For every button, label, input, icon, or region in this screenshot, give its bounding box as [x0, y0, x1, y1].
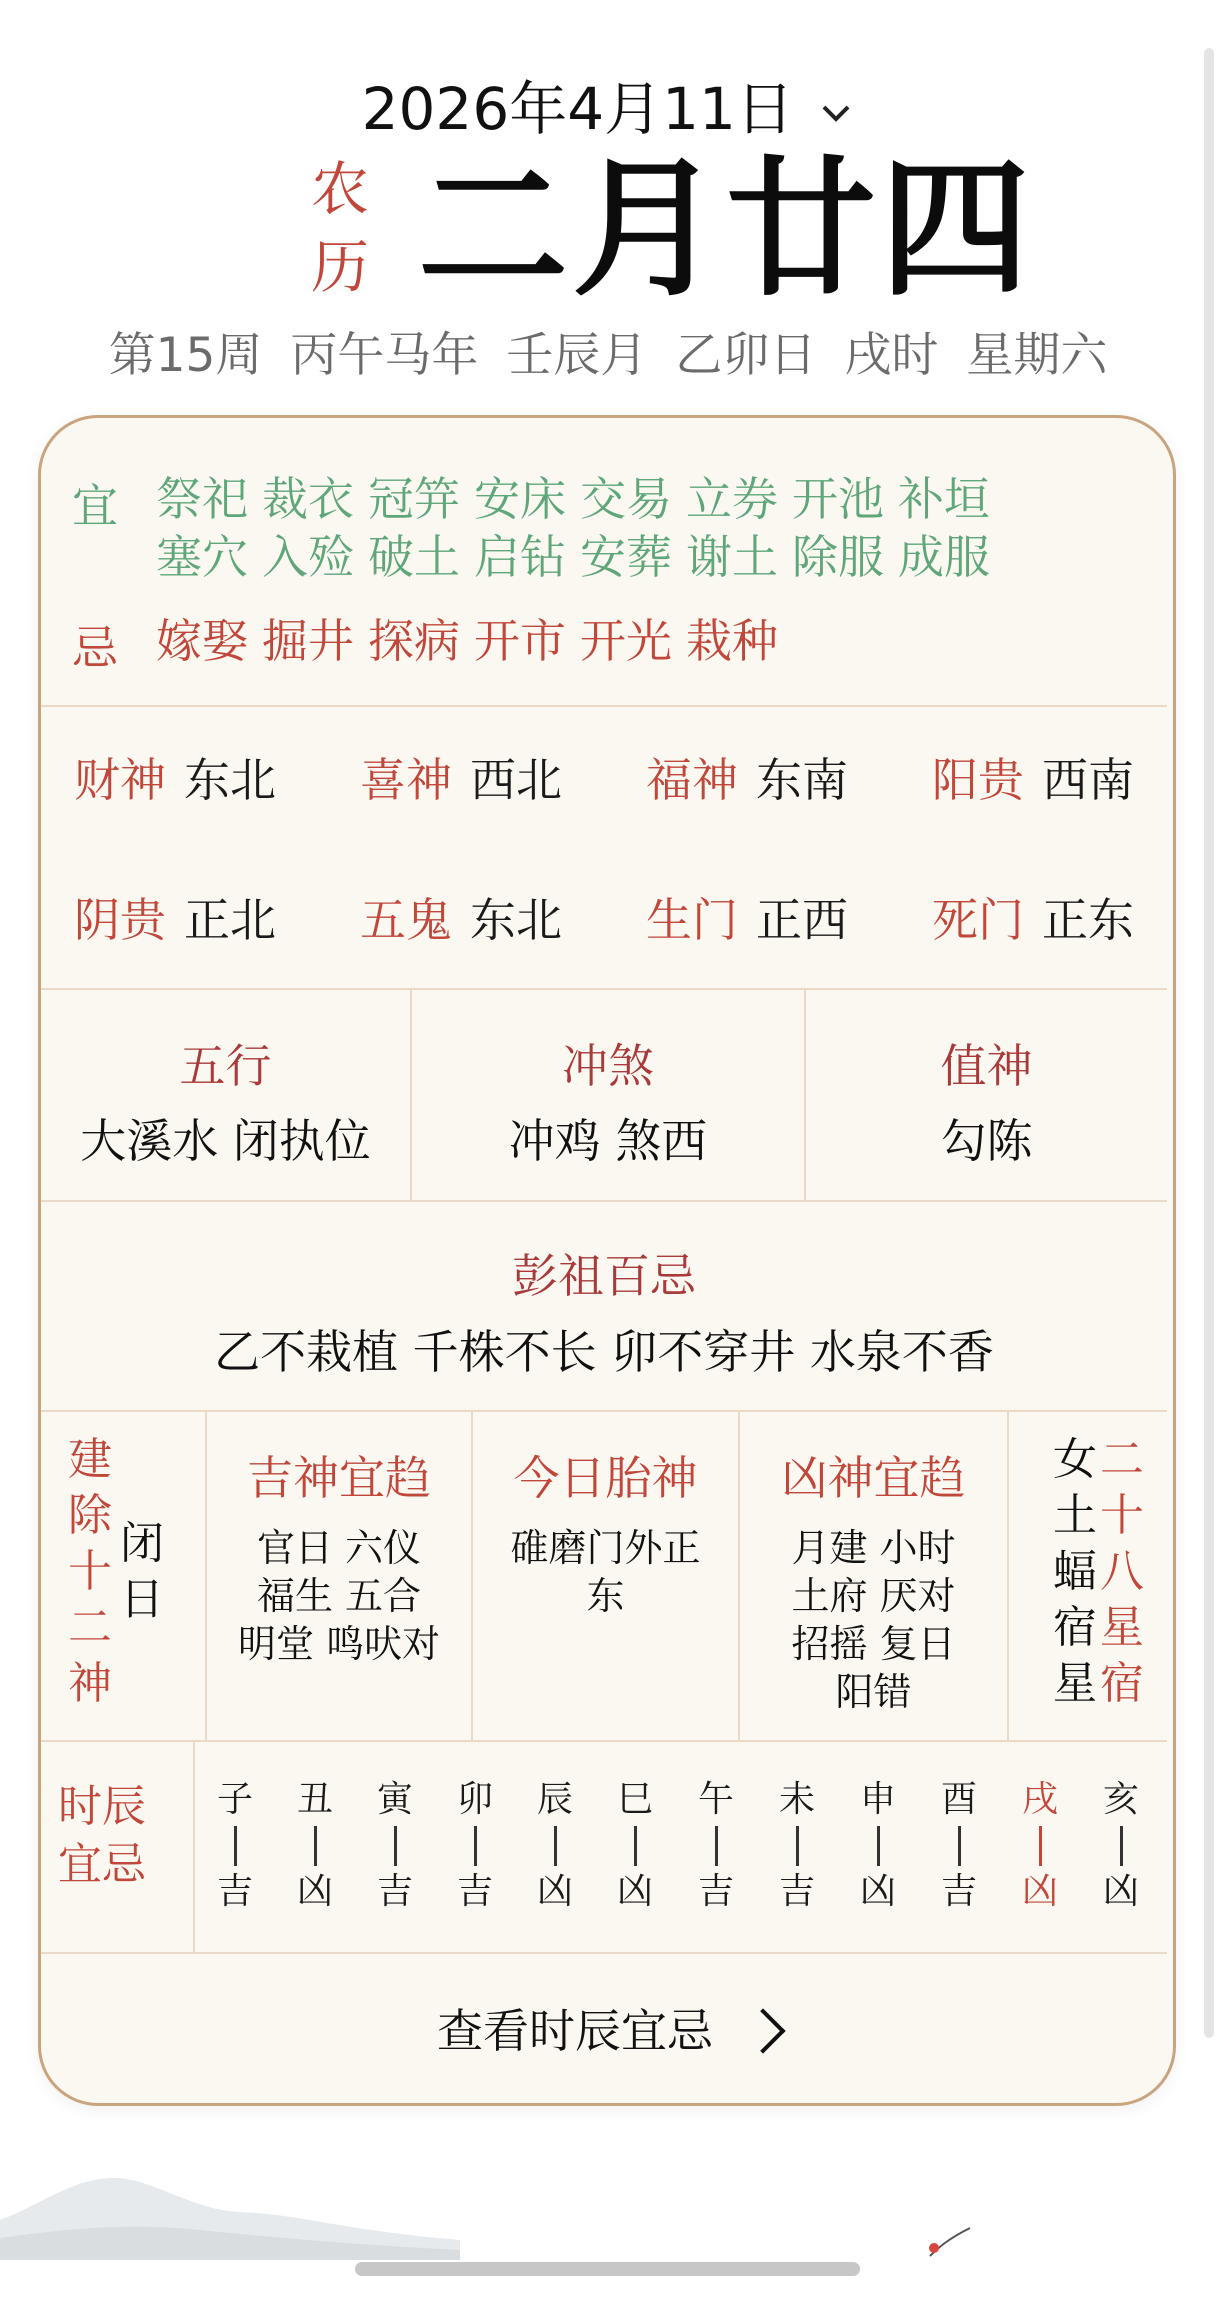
yi-item: 裁衣	[262, 472, 354, 526]
view-hours-label: 查看时辰宜忌	[437, 2004, 713, 2058]
xiu-value-char: 宿	[1053, 1602, 1097, 1653]
date-picker[interactable]	[0, 62, 1216, 146]
hour-connector	[634, 1826, 637, 1866]
chongsha-title: 冲煞	[562, 1039, 654, 1093]
jishen-line: 福生 五合	[256, 1574, 422, 1618]
jianchu-label-char: 建	[68, 1434, 112, 1485]
direction-wugui	[360, 890, 562, 950]
jianchu-label-char: 神	[68, 1658, 112, 1709]
divider	[41, 1740, 1167, 1742]
direction-value: 正东	[1042, 893, 1134, 947]
xiu-value-char: 女	[1053, 1434, 1097, 1485]
divider	[41, 705, 1167, 707]
wuxing-title: 五行	[179, 1039, 272, 1093]
hour-item[interactable]	[848, 1778, 908, 1914]
direction-key: 五鬼	[360, 893, 452, 947]
hour-luck: 吉	[456, 1871, 493, 1912]
jishen-line: 官日 六仪	[256, 1526, 422, 1570]
direction-simen	[932, 890, 1134, 950]
direction-key: 死门	[932, 893, 1024, 947]
day-ganzhi: 乙卯日	[675, 328, 817, 383]
xiongshen-list	[740, 1524, 1007, 1716]
hour-luck: 凶	[859, 1871, 896, 1912]
hour-branch: 寅	[376, 1779, 413, 1820]
direction-shengmen	[646, 890, 848, 950]
divider	[41, 1200, 1167, 1202]
ji-item: 开市	[474, 614, 566, 668]
hour-item[interactable]	[767, 1778, 827, 1914]
ji-item: 栽种	[686, 614, 778, 668]
zhishen-value: 勾陈	[940, 1114, 1033, 1168]
lunar-tag-char: 农	[310, 155, 369, 223]
direction-fushen	[646, 750, 848, 810]
yi-item: 启钻	[474, 530, 566, 584]
lunar-date: 二月廿四	[418, 143, 1035, 317]
hour-branch: 酉	[940, 1779, 977, 1820]
hour-item-current[interactable]	[1010, 1778, 1070, 1914]
direction-value: 东北	[470, 893, 562, 947]
xiongshen-line: 土府 厌对	[791, 1574, 956, 1618]
jishen-line: 明堂 鸣吠对	[237, 1622, 441, 1666]
hour-luck: 凶	[1021, 1871, 1058, 1912]
xiu-label-char: 星	[1100, 1602, 1144, 1653]
month-ganzhi: 壬辰月	[506, 328, 648, 383]
hour-luck: 凶	[296, 1871, 333, 1912]
hour-luck: 凶	[616, 1871, 653, 1912]
lunar-tag-char: 历	[310, 233, 369, 301]
hour-ganzhi: 戌时	[844, 328, 939, 383]
hour-item[interactable]	[285, 1778, 345, 1914]
yi-item: 安床	[474, 472, 566, 526]
jianchu-label-char: 二	[68, 1602, 112, 1653]
hour-luck: 凶	[536, 1871, 573, 1912]
direction-value: 东南	[756, 753, 848, 807]
wuxing-value: 大溪水 闭执位	[80, 1114, 371, 1168]
divider	[41, 988, 1167, 990]
direction-key: 生门	[646, 893, 738, 947]
yi-item: 祭祀	[156, 472, 248, 526]
hour-luck: 吉	[216, 1871, 253, 1912]
chevron-down-icon	[818, 95, 854, 131]
pengzu-value: 乙不栽植 千株不长 卯不穿井 水泉不香	[214, 1325, 994, 1379]
ji-item: 掘井	[262, 614, 354, 668]
hour-item[interactable]	[205, 1778, 265, 1914]
hour-connector	[1120, 1826, 1123, 1866]
hour-branch: 戌	[1021, 1779, 1058, 1820]
scrollbar[interactable]	[1204, 48, 1214, 2038]
hour-branch: 申	[859, 1779, 896, 1820]
pengzu-title: 彭祖百忌	[512, 1249, 696, 1303]
yi-item: 立券	[686, 472, 778, 526]
xiu-value-char: 蝠	[1053, 1546, 1097, 1597]
jianchu-label-char: 除	[68, 1490, 112, 1541]
direction-value: 东北	[184, 753, 276, 807]
divider	[193, 1742, 195, 1952]
home-indicator[interactable]	[355, 2262, 860, 2276]
direction-key: 阴贵	[74, 893, 166, 947]
yi-item: 破土	[368, 530, 460, 584]
taishen-line: 碓磨门外正	[510, 1526, 701, 1570]
hour-item[interactable]	[365, 1778, 425, 1914]
hour-branch: 丑	[296, 1779, 333, 1820]
yi-item: 交易	[580, 472, 672, 526]
hour-branch: 亥	[1102, 1779, 1139, 1820]
hour-item[interactable]	[1091, 1778, 1151, 1914]
xiu-label-char: 宿	[1100, 1658, 1144, 1709]
year-ganzhi: 丙午马年	[290, 328, 479, 383]
zhishen-title: 值神	[940, 1039, 1033, 1093]
jianchu-value	[112, 1516, 172, 1628]
xiu-label-char: 八	[1100, 1546, 1144, 1597]
ji-item: 嫁娶	[156, 614, 248, 668]
blossom-decoration	[920, 2218, 980, 2258]
xiu-label	[1092, 1432, 1152, 1712]
hour-connector	[1039, 1826, 1042, 1866]
xiu-label-char: 二	[1100, 1434, 1144, 1485]
hour-connector	[554, 1826, 557, 1866]
jianchu-value-char: 闭	[120, 1518, 164, 1569]
yi-item: 除服	[792, 530, 884, 584]
hour-item[interactable]	[929, 1778, 989, 1914]
hour-connector	[877, 1826, 880, 1866]
direction-key: 财神	[74, 753, 166, 807]
yi-item: 冠笄	[368, 472, 460, 526]
hour-branch: 午	[697, 1779, 734, 1820]
direction-key: 福神	[646, 753, 738, 807]
xiongshen-line: 招摇 复日	[791, 1622, 956, 1666]
chongsha-value: 冲鸡 煞西	[508, 1114, 708, 1168]
mountain-decoration	[0, 2150, 460, 2260]
taishen-line: 东	[586, 1574, 625, 1618]
weekday: 星期六	[966, 328, 1108, 383]
xiongshen-line: 阳错	[835, 1670, 912, 1714]
hour-connector	[715, 1826, 718, 1866]
yi-item: 塞穴	[156, 530, 248, 584]
taishen-list	[473, 1524, 738, 1620]
xiongshen-title: 凶神宜趋	[781, 1451, 966, 1505]
hour-item[interactable]	[686, 1778, 746, 1914]
hour-item[interactable]	[445, 1778, 505, 1914]
xiongshen-line: 月建 小时	[791, 1526, 956, 1570]
hour-luck: 吉	[940, 1871, 977, 1912]
taishen-title: 今日胎神	[513, 1451, 698, 1505]
hours-label-line: 时辰	[58, 1781, 146, 1832]
direction-xishen	[360, 750, 562, 810]
hour-branch: 巳	[616, 1779, 653, 1820]
hour-connector	[314, 1826, 317, 1866]
hours-label-line: 宜忌	[58, 1839, 146, 1890]
hour-item[interactable]	[525, 1778, 585, 1914]
hour-connector	[796, 1826, 799, 1866]
hour-branch: 未	[778, 1779, 815, 1820]
xiu-value-char: 星	[1053, 1658, 1097, 1709]
week-number: 第15周	[108, 328, 263, 383]
yi-item: 成服	[898, 530, 990, 584]
hour-connector	[958, 1826, 961, 1866]
jishen-list	[207, 1524, 471, 1668]
yi-label: 宜	[72, 479, 118, 533]
jianchu-value-char: 日	[120, 1574, 164, 1625]
hour-luck: 吉	[778, 1871, 815, 1912]
hour-connector	[474, 1826, 477, 1866]
chevron-right-icon	[740, 2008, 785, 2053]
yi-item: 开池	[792, 472, 884, 526]
ji-item: 开光	[580, 614, 672, 668]
yi-item: 谢土	[686, 530, 778, 584]
direction-caishen	[74, 750, 276, 810]
xiu-value-char: 土	[1053, 1490, 1097, 1541]
date-label: 2026年4月11日	[361, 75, 794, 143]
xiu-label-char: 十	[1100, 1490, 1144, 1541]
hour-luck: 吉	[697, 1871, 734, 1912]
hour-item[interactable]	[605, 1778, 665, 1914]
yi-item: 补垣	[898, 472, 990, 526]
yi-item: 安葬	[580, 530, 672, 584]
view-hours-link[interactable]	[0, 1995, 1216, 2061]
hour-luck: 吉	[376, 1871, 413, 1912]
lunar-tag	[310, 150, 370, 306]
direction-yanggui	[932, 750, 1134, 810]
hour-luck: 凶	[1102, 1871, 1139, 1912]
direction-key: 阳贵	[932, 753, 1024, 807]
jishen-title: 吉神宜趋	[247, 1451, 431, 1505]
divider	[41, 1952, 1167, 1954]
date-info-line	[0, 318, 1216, 385]
yi-list	[156, 470, 1106, 586]
hour-connector	[234, 1826, 237, 1866]
hours-label	[58, 1778, 178, 1894]
direction-value: 正北	[184, 893, 276, 947]
direction-yingui	[74, 890, 276, 950]
divider	[41, 1410, 1167, 1412]
direction-value: 西北	[470, 753, 562, 807]
direction-value: 正西	[756, 893, 848, 947]
jianchu-label-char: 十	[68, 1546, 112, 1597]
jianchu-label	[60, 1432, 120, 1712]
yi-item: 入殓	[262, 530, 354, 584]
hour-branch: 子	[216, 1779, 253, 1820]
hour-branch: 辰	[536, 1779, 573, 1820]
ji-list	[156, 612, 1106, 670]
direction-value: 西南	[1042, 753, 1134, 807]
direction-key: 喜神	[360, 753, 452, 807]
hour-connector	[394, 1826, 397, 1866]
ji-item: 探病	[368, 614, 460, 668]
hour-branch: 卯	[456, 1779, 493, 1820]
ji-label: 忌	[72, 621, 118, 675]
divider	[1007, 1412, 1009, 1740]
